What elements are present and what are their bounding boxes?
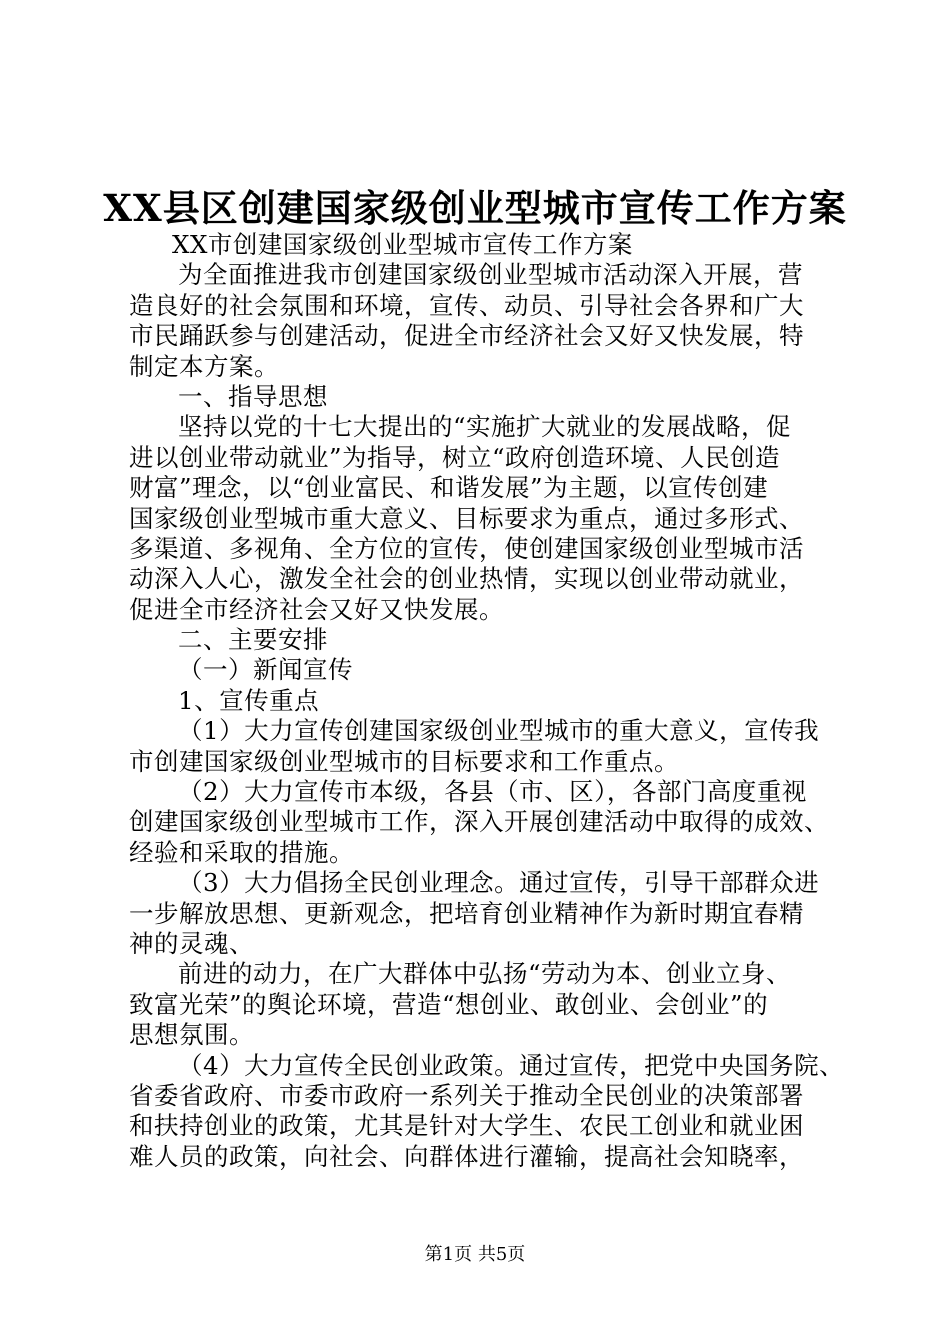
paragraph-line: 创建国家级创业型城市工作，深入开展创建活动中取得的成效、 (129, 807, 829, 837)
paragraph-line: 市民踊跃参与创建活动，促进全市经济社会又好又快发展，特 (129, 321, 804, 351)
paragraph-line: 神的灵魂、 (129, 928, 254, 958)
paragraph-line: 造良好的社会氛围和环境，宣传、动员、引导社会各界和广大 (129, 290, 804, 320)
paragraph-line: 为全面推进我市创建国家级创业型城市活动深入开展，营 (178, 260, 803, 290)
subsection-heading: 1、宣传重点 (178, 685, 320, 715)
paragraph-line: 前进的动力，在广大群体中弘扬“劳动为本、创业立身、 (178, 959, 792, 989)
section-heading: 一、指导思想 (178, 381, 328, 411)
paragraph-line: 思想氛围。 (129, 1020, 254, 1050)
paragraph-line: 多渠道、多视角、全方位的宣传，使创建国家级创业型城市活 (129, 533, 804, 563)
paragraph-line: 财富”理念，以“创业富民、和谐发展”为主题，以宣传创建 (129, 473, 769, 503)
paragraph-line: 坚持以党的十七大提出的“实施扩大就业的发展战略，促 (178, 412, 792, 442)
paragraph-line: 经验和采取的措施。 (129, 837, 354, 867)
paragraph-line: 一步解放思想、更新观念，把培育创业精神作为新时期宜春精 (129, 898, 804, 928)
paragraph-line: 进以创业带动就业”为指导，树立“政府创造环境、人民创造 (129, 442, 781, 472)
subtitle-line: XX市创建国家级创业型城市宣传工作方案 (172, 230, 633, 259)
paragraph-line: （4）大力宣传全民创业政策。通过宣传，把党中央国务院、 (178, 1050, 845, 1080)
paragraph-line: 国家级创业型城市重大意义、目标要求为重点，通过多形式、 (129, 503, 804, 533)
page-number: 第1页 共5页 (424, 1244, 526, 1265)
document-title: XX县区创建国家级创业型城市宣传工作方案 (103, 186, 847, 230)
paragraph-line: 和扶持创业的政策，尤其是针对大学生、农民工创业和就业困 (129, 1111, 804, 1141)
paragraph-line: 市创建国家级创业型城市的目标要求和工作重点。 (129, 746, 679, 776)
section-heading: 二、主要安排 (178, 625, 328, 655)
document-body (129, 230, 849, 1172)
paragraph-line: （1）大力宣传创建国家级创业型城市的重大意义，宣传我 (178, 716, 820, 746)
paragraph-line: （3）大力倡扬全民创业理念。通过宣传，引导干部群众进 (178, 868, 820, 898)
paragraph-line: 动深入人心，激发全社会的创业热情，实现以创业带动就业， (129, 564, 804, 594)
paragraph-line: （2）大力宣传市本级，各县（市、区），各部门高度重视 (178, 777, 807, 807)
paragraph-line: 省委省政府、市委市政府一系列关于推动全民创业的决策部署 (129, 1080, 804, 1110)
paragraph-line: 制定本方案。 (129, 351, 279, 381)
paragraph-line: 难人员的政策，向社会、向群体进行灌输，提高社会知晓率， (129, 1141, 804, 1171)
paragraph-line: 致富光荣”的舆论环境，营造“想创业、敢创业、会创业”的 (129, 989, 769, 1019)
paragraph-line: 促进全市经济社会又好又快发展。 (129, 594, 504, 624)
subsection-heading: （一）新闻宣传 (178, 655, 353, 685)
